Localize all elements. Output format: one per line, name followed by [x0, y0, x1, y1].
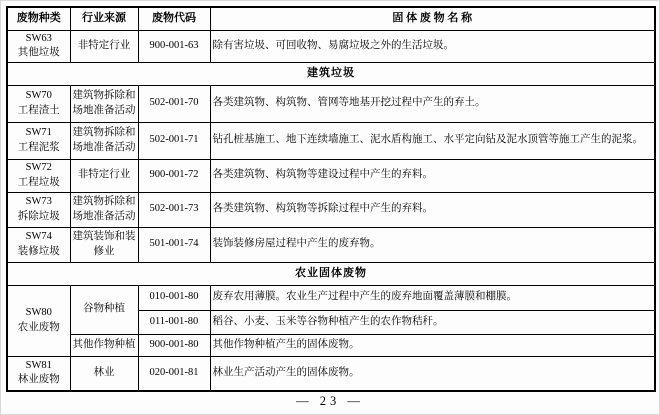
table-row-sw70: [7, 85, 655, 122]
cell-category: [7, 285, 70, 356]
cell-category: [7, 159, 70, 192]
cell-waste-name: 各类建筑物、构筑物等拆除过程中产生的弃料。: [210, 192, 655, 227]
column-header-waste-name: 固 体 废 物 名 称: [210, 7, 655, 30]
cell-category: [7, 30, 70, 62]
category-name: 林业废物: [17, 374, 60, 386]
category-code: SW70: [25, 90, 52, 102]
column-header-waste-code: 废物代码: [138, 7, 210, 30]
cell-industry-source: 林业: [70, 356, 138, 391]
cell-waste-code: 502-001-70: [138, 85, 210, 122]
cell-industry-source: 谷物种植: [70, 285, 138, 334]
column-header-waste-category: 废物种类: [7, 7, 70, 30]
cell-waste-name: 其他作物种植产生的固体废物。: [210, 334, 655, 356]
section-title-construction: 建筑垃圾: [7, 62, 655, 85]
section-row-construction: [7, 62, 655, 85]
page-number: — 23 —: [296, 394, 364, 408]
category-code: SW80: [25, 307, 52, 319]
cell-waste-name: 钻孔桩基施工、地下连续墙施工、泥水盾构施工、水平定向钻及泥水顶管等施工产生的泥浆。: [210, 122, 655, 159]
section-row-agriculture: [7, 262, 655, 285]
cell-industry-source: 建筑物拆除和场地准备活动: [70, 85, 138, 122]
category-name: 工程垃圾: [17, 176, 60, 188]
cell-industry-source: 建筑装饰和装修业: [70, 227, 138, 262]
cell-waste-code: 900-001-63: [138, 30, 210, 62]
category-name: 其他垃圾: [17, 47, 60, 58]
table-row-sw80-film: [7, 285, 655, 310]
cell-category: [7, 227, 70, 262]
cell-waste-name: 各类建筑物、构筑物等建设过程中产生的弃料。: [210, 159, 655, 192]
cell-waste-code: 502-001-73: [138, 192, 210, 227]
table-row-sw73: [7, 192, 655, 227]
cell-waste-name: 各类建筑物、构筑物、管网等地基开挖过程中产生的弃土。: [210, 85, 655, 122]
cell-waste-name: 废弃农用薄膜。农业生产过程中产生的废弃地面覆盖薄膜和棚膜。: [210, 285, 655, 310]
category-code: SW73: [25, 196, 52, 208]
cell-waste-code: 502-001-71: [138, 122, 210, 159]
cell-industry-source: 建筑物拆除和场地准备活动: [70, 192, 138, 227]
category-name: 工程渣土: [17, 104, 60, 116]
cell-waste-code: 010-001-80: [138, 285, 210, 310]
waste-catalog-table: [6, 6, 656, 392]
category-code: SW71: [25, 127, 52, 139]
cell-waste-code: 020-001-81: [138, 356, 210, 391]
cell-waste-name: 除有害垃圾、可回收物、易腐垃圾之外的生活垃圾。: [210, 30, 655, 62]
category-code: SW74: [25, 231, 52, 243]
table-row-sw81: [7, 356, 655, 391]
cell-category: [7, 192, 70, 227]
cell-category: [7, 85, 70, 122]
cell-category: [7, 356, 70, 391]
cell-waste-name: 装饰装修房屋过程中产生的废弃物。: [210, 227, 655, 262]
table-header-row: [7, 7, 655, 30]
table-row-sw74: [7, 227, 655, 262]
section-title-agriculture: 农业固体废物: [7, 262, 655, 285]
table-row-sw71: [7, 122, 655, 159]
table-row-sw72: [7, 159, 655, 192]
cell-industry-source: 建筑物拆除和场地准备活动: [70, 122, 138, 159]
category-code: SW63: [25, 32, 52, 44]
cell-category: [7, 122, 70, 159]
cell-waste-code: 900-001-80: [138, 334, 210, 356]
cell-waste-code: 011-001-80: [138, 310, 210, 334]
category-code: SW72: [25, 162, 52, 174]
table-row-sw80-other-crops: [7, 334, 655, 356]
column-header-industry-source: 行业来源: [70, 7, 138, 30]
cell-waste-name: 稻谷、小麦、玉米等谷物种植产生的农作物秸秆。: [210, 310, 655, 334]
category-name: 农业废物: [17, 321, 60, 333]
cell-waste-name: 林业生产活动产生的固体废物。: [210, 356, 655, 391]
category-name: 拆除垃圾: [17, 210, 60, 222]
category-name: 装修垃圾: [17, 245, 60, 257]
cell-industry-source: 非特定行业: [70, 30, 138, 62]
cell-industry-source: 非特定行业: [70, 159, 138, 192]
category-code: SW81: [25, 360, 52, 372]
category-name: 工程泥浆: [17, 141, 60, 153]
cell-waste-code: 900-001-72: [138, 159, 210, 192]
cell-waste-code: 501-001-74: [138, 227, 210, 262]
table-row-sw63: [7, 30, 655, 62]
cell-industry-source: 其他作物种植: [70, 334, 138, 356]
